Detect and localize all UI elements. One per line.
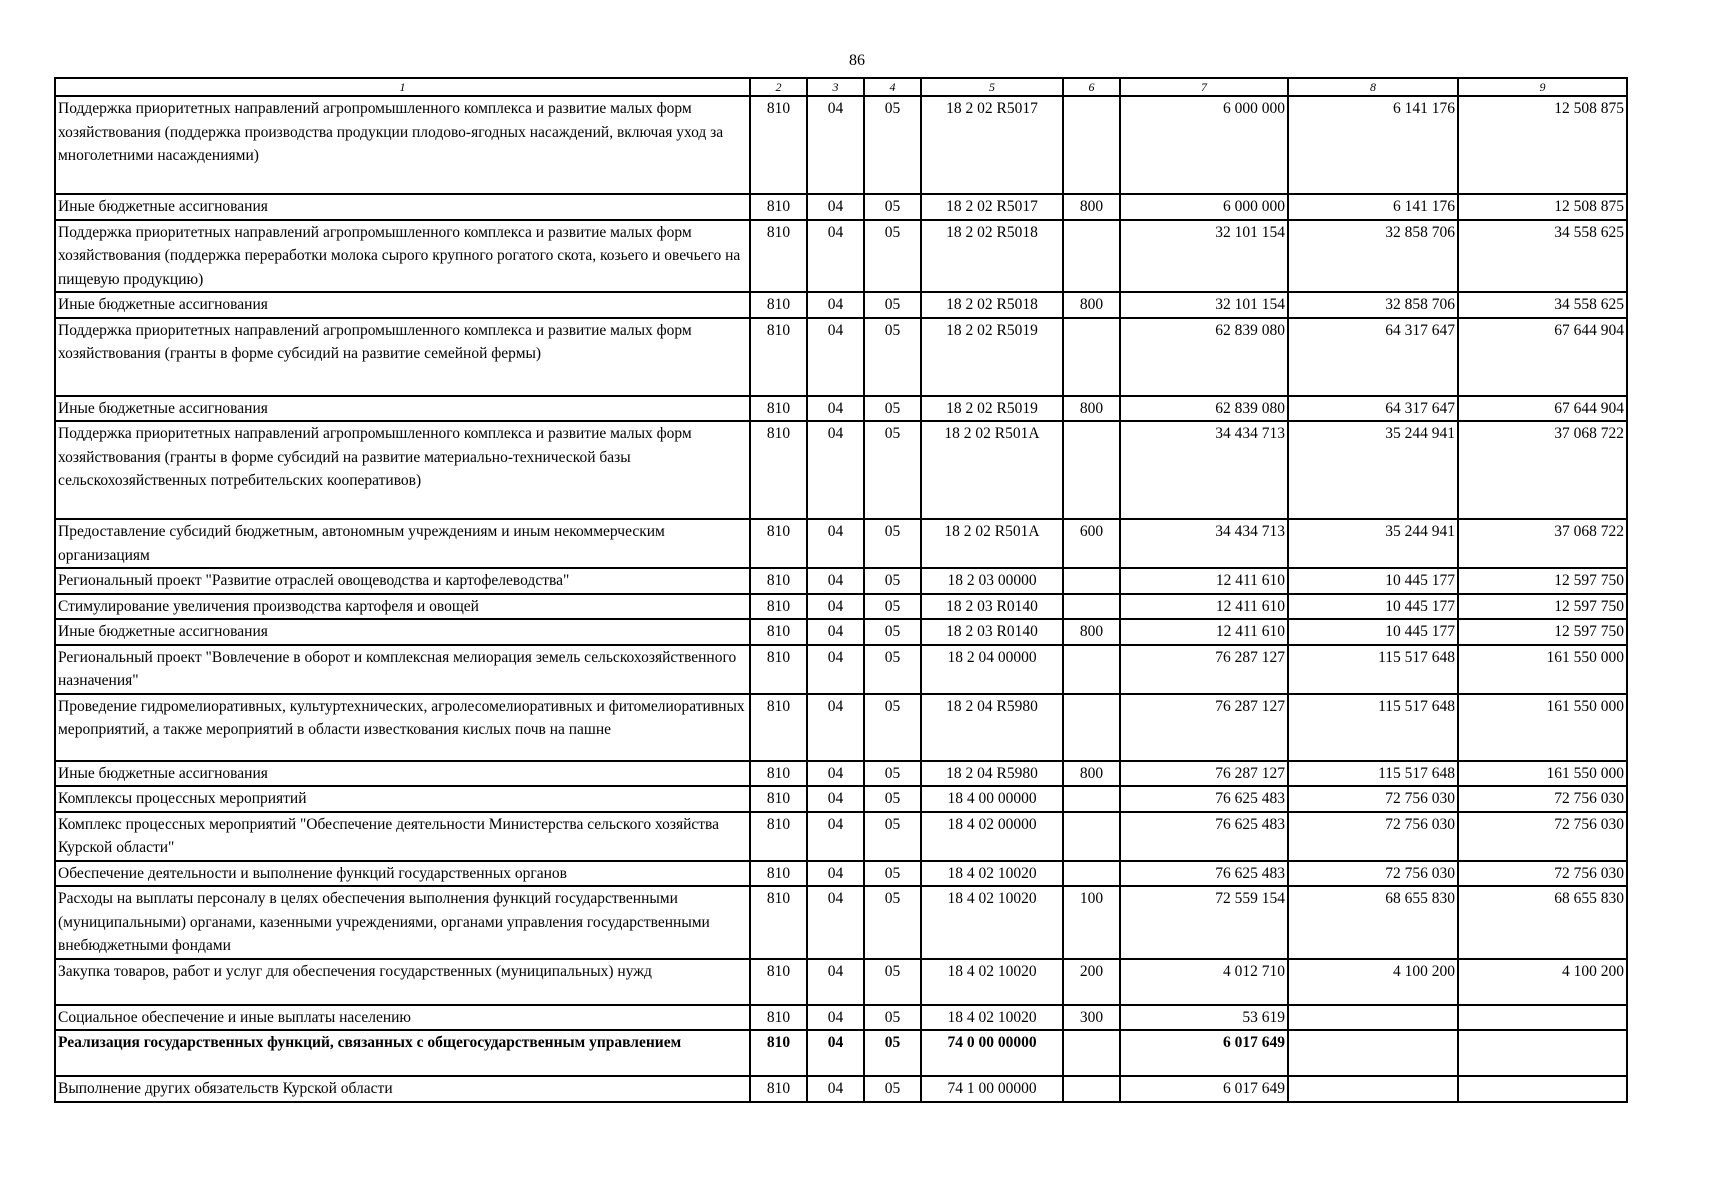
amount-cell: 34 558 625 bbox=[1458, 292, 1627, 318]
expense-type-cell: 800 bbox=[1063, 292, 1120, 318]
subsection-cell: 05 bbox=[864, 96, 921, 194]
section-cell: 04 bbox=[807, 396, 864, 422]
section-cell: 04 bbox=[807, 886, 864, 959]
amount-cell: 64 317 647 bbox=[1288, 318, 1458, 396]
amount-cell: 76 287 127 bbox=[1120, 761, 1288, 787]
target-article-cell: 18 2 04 00000 bbox=[921, 645, 1063, 694]
subsection-cell: 05 bbox=[864, 1076, 921, 1102]
target-article-cell: 18 2 02 R5017 bbox=[921, 96, 1063, 194]
amount-cell: 12 597 750 bbox=[1458, 568, 1627, 594]
code-cell: 810 bbox=[750, 619, 807, 645]
code-cell: 810 bbox=[750, 812, 807, 861]
amount-cell: 6 000 000 bbox=[1120, 194, 1288, 220]
amount-cell: 12 508 875 bbox=[1458, 194, 1627, 220]
code-cell: 810 bbox=[750, 568, 807, 594]
row-name-cell: Иные бюджетные ассигнования bbox=[55, 396, 750, 422]
table-row bbox=[55, 1076, 1627, 1102]
amount-cell: 53 619 bbox=[1120, 1005, 1288, 1031]
expense-type-cell bbox=[1063, 220, 1120, 293]
row-name-cell: Проведение гидромелиоративных, культуртехнических, агролесомелиоративных и фитомелиоративных мероприятий, а также мероприятий в области известкования кислых почв на пашне bbox=[55, 694, 750, 761]
amount-cell: 62 839 080 bbox=[1120, 318, 1288, 396]
amount-cell: 72 756 030 bbox=[1288, 812, 1458, 861]
expense-type-cell bbox=[1063, 694, 1120, 761]
amount-cell: 76 287 127 bbox=[1120, 694, 1288, 761]
section-cell: 04 bbox=[807, 96, 864, 194]
table-row bbox=[55, 812, 1627, 861]
section-cell: 04 bbox=[807, 694, 864, 761]
expense-type-cell: 800 bbox=[1063, 396, 1120, 422]
header-cell: 8 bbox=[1288, 78, 1458, 96]
amount-cell: 161 550 000 bbox=[1458, 694, 1627, 761]
table-row bbox=[55, 96, 1627, 194]
subsection-cell: 05 bbox=[864, 292, 921, 318]
amount-cell: 12 411 610 bbox=[1120, 619, 1288, 645]
table-row bbox=[55, 318, 1627, 396]
header-cell: 3 bbox=[807, 78, 864, 96]
code-cell: 810 bbox=[750, 694, 807, 761]
target-article-cell: 18 2 02 R5019 bbox=[921, 396, 1063, 422]
amount-cell: 115 517 648 bbox=[1288, 761, 1458, 787]
row-name-cell: Региональный проект "Развитие отраслей овощеводства и картофелеводства" bbox=[55, 568, 750, 594]
subsection-cell: 05 bbox=[864, 761, 921, 787]
amount-cell: 6 017 649 bbox=[1120, 1076, 1288, 1102]
row-name-cell: Обеспечение деятельности и выполнение функций государственных органов bbox=[55, 861, 750, 887]
expense-type-cell bbox=[1063, 812, 1120, 861]
section-cell: 04 bbox=[807, 786, 864, 812]
code-cell: 810 bbox=[750, 786, 807, 812]
amount-cell: 12 508 875 bbox=[1458, 96, 1627, 194]
expense-type-cell bbox=[1063, 645, 1120, 694]
amount-cell: 12 411 610 bbox=[1120, 568, 1288, 594]
section-cell: 04 bbox=[807, 1076, 864, 1102]
row-name-cell: Закупка товаров, работ и услуг для обеспечения государственных (муниципальных) нужд bbox=[55, 959, 750, 1005]
code-cell: 810 bbox=[750, 421, 807, 519]
table-row bbox=[55, 568, 1627, 594]
amount-cell: 76 625 483 bbox=[1120, 812, 1288, 861]
amount-cell: 10 445 177 bbox=[1288, 594, 1458, 620]
table-row bbox=[55, 594, 1627, 620]
table-row bbox=[55, 519, 1627, 568]
section-cell: 04 bbox=[807, 421, 864, 519]
subsection-cell: 05 bbox=[864, 619, 921, 645]
amount-cell: 34 434 713 bbox=[1120, 519, 1288, 568]
code-cell: 810 bbox=[750, 96, 807, 194]
table-row bbox=[55, 619, 1627, 645]
header-row bbox=[55, 78, 1627, 96]
target-article-cell: 18 2 02 R501A bbox=[921, 519, 1063, 568]
subsection-cell: 05 bbox=[864, 861, 921, 887]
amount-cell: 72 756 030 bbox=[1458, 861, 1627, 887]
section-cell: 04 bbox=[807, 1030, 864, 1076]
expense-type-cell: 100 bbox=[1063, 886, 1120, 959]
expense-type-cell bbox=[1063, 421, 1120, 519]
row-name-cell: Иные бюджетные ассигнования bbox=[55, 619, 750, 645]
table-row bbox=[55, 194, 1627, 220]
row-name-cell: Предоставление субсидий бюджетным, автономным учреждениям и иным некоммерческим организациям bbox=[55, 519, 750, 568]
table-row bbox=[55, 1005, 1627, 1031]
amount-cell: 32 101 154 bbox=[1120, 220, 1288, 293]
amount-cell: 115 517 648 bbox=[1288, 645, 1458, 694]
target-article-cell: 18 4 02 10020 bbox=[921, 886, 1063, 959]
amount-cell: 115 517 648 bbox=[1288, 694, 1458, 761]
target-article-cell: 18 2 03 R0140 bbox=[921, 619, 1063, 645]
expense-type-cell bbox=[1063, 861, 1120, 887]
expense-type-cell: 600 bbox=[1063, 519, 1120, 568]
code-cell: 810 bbox=[750, 861, 807, 887]
section-cell: 04 bbox=[807, 568, 864, 594]
table-row bbox=[55, 421, 1627, 519]
subsection-cell: 05 bbox=[864, 886, 921, 959]
amount-cell: 72 756 030 bbox=[1458, 786, 1627, 812]
table-row bbox=[55, 786, 1627, 812]
amount-cell: 68 655 830 bbox=[1458, 886, 1627, 959]
section-cell: 04 bbox=[807, 812, 864, 861]
subsection-cell: 05 bbox=[864, 645, 921, 694]
amount-cell bbox=[1288, 1005, 1458, 1031]
amount-cell bbox=[1458, 1076, 1627, 1102]
subsection-cell: 05 bbox=[864, 1005, 921, 1031]
amount-cell: 4 012 710 bbox=[1120, 959, 1288, 1005]
target-article-cell: 74 0 00 00000 bbox=[921, 1030, 1063, 1076]
subsection-cell: 05 bbox=[864, 786, 921, 812]
amount-cell: 6 141 176 bbox=[1288, 96, 1458, 194]
target-article-cell: 18 4 02 10020 bbox=[921, 861, 1063, 887]
code-cell: 810 bbox=[750, 396, 807, 422]
header-cell: 1 bbox=[55, 78, 750, 96]
subsection-cell: 05 bbox=[864, 318, 921, 396]
target-article-cell: 18 4 02 10020 bbox=[921, 1005, 1063, 1031]
amount-cell: 32 858 706 bbox=[1288, 292, 1458, 318]
table-row bbox=[55, 645, 1627, 694]
header-cell: 5 bbox=[921, 78, 1063, 96]
amount-cell bbox=[1288, 1030, 1458, 1076]
table-row bbox=[55, 220, 1627, 293]
row-name-cell: Иные бюджетные ассигнования bbox=[55, 292, 750, 318]
target-article-cell: 18 4 00 00000 bbox=[921, 786, 1063, 812]
row-name-cell: Выполнение других обязательств Курской области bbox=[55, 1076, 750, 1102]
target-article-cell: 18 2 02 R5019 bbox=[921, 318, 1063, 396]
table-row bbox=[55, 959, 1627, 1005]
target-article-cell: 18 4 02 10020 bbox=[921, 959, 1063, 1005]
code-cell: 810 bbox=[750, 1076, 807, 1102]
section-cell: 04 bbox=[807, 761, 864, 787]
expense-type-cell: 800 bbox=[1063, 619, 1120, 645]
row-name-cell: Иные бюджетные ассигнования bbox=[55, 761, 750, 787]
code-cell: 810 bbox=[750, 1005, 807, 1031]
expense-type-cell bbox=[1063, 1030, 1120, 1076]
row-name-cell: Поддержка приоритетных направлений агропромышленного комплекса и развитие малых форм хозяйствования (поддержка производства продукции плодово-ягодных насаждений, включая уход за многолетними насаждениями) bbox=[55, 96, 750, 194]
expense-type-cell bbox=[1063, 568, 1120, 594]
code-cell: 810 bbox=[750, 886, 807, 959]
target-article-cell: 18 2 04 R5980 bbox=[921, 761, 1063, 787]
row-name-cell: Социальное обеспечение и иные выплаты населению bbox=[55, 1005, 750, 1031]
section-cell: 04 bbox=[807, 318, 864, 396]
row-name-cell: Поддержка приоритетных направлений агропромышленного комплекса и развитие малых форм хозяйствования (гранты в форме субсидий на развитие материально-технической базы сельскохозяйственных потребительских кооперативов) bbox=[55, 421, 750, 519]
row-name-cell: Расходы на выплаты персоналу в целях обеспечения выполнения функций государственными (муниципальными) органами, казенными учреждениями, органами управления государственными внебюджетными фондами bbox=[55, 886, 750, 959]
amount-cell: 62 839 080 bbox=[1120, 396, 1288, 422]
subsection-cell: 05 bbox=[864, 568, 921, 594]
amount-cell: 10 445 177 bbox=[1288, 568, 1458, 594]
amount-cell: 76 287 127 bbox=[1120, 645, 1288, 694]
budget-table bbox=[54, 77, 1628, 1103]
code-cell: 810 bbox=[750, 761, 807, 787]
code-cell: 810 bbox=[750, 645, 807, 694]
target-article-cell: 18 4 02 00000 bbox=[921, 812, 1063, 861]
section-cell: 04 bbox=[807, 959, 864, 1005]
target-article-cell: 18 2 04 R5980 bbox=[921, 694, 1063, 761]
table-row bbox=[55, 1030, 1627, 1076]
target-article-cell: 18 2 02 R5018 bbox=[921, 292, 1063, 318]
header-cell: 4 bbox=[864, 78, 921, 96]
table-row bbox=[55, 694, 1627, 761]
amount-cell: 12 597 750 bbox=[1458, 594, 1627, 620]
section-cell: 04 bbox=[807, 861, 864, 887]
section-cell: 04 bbox=[807, 619, 864, 645]
target-article-cell: 18 2 03 R0140 bbox=[921, 594, 1063, 620]
page-number: 86 bbox=[849, 52, 865, 69]
amount-cell: 10 445 177 bbox=[1288, 619, 1458, 645]
amount-cell: 161 550 000 bbox=[1458, 645, 1627, 694]
code-cell: 810 bbox=[750, 220, 807, 293]
table-row bbox=[55, 396, 1627, 422]
subsection-cell: 05 bbox=[864, 421, 921, 519]
amount-cell: 6 000 000 bbox=[1120, 96, 1288, 194]
row-name-cell: Региональный проект "Вовлечение в оборот и комплексная мелиорация земель сельскохозяйственного назначения" bbox=[55, 645, 750, 694]
subsection-cell: 05 bbox=[864, 1030, 921, 1076]
subsection-cell: 05 bbox=[864, 194, 921, 220]
amount-cell: 12 597 750 bbox=[1458, 619, 1627, 645]
amount-cell: 6 017 649 bbox=[1120, 1030, 1288, 1076]
table-row bbox=[55, 861, 1627, 887]
subsection-cell: 05 bbox=[864, 594, 921, 620]
section-cell: 04 bbox=[807, 220, 864, 293]
header-cell: 9 bbox=[1458, 78, 1627, 96]
row-name-cell: Комплексы процессных мероприятий bbox=[55, 786, 750, 812]
subsection-cell: 05 bbox=[864, 959, 921, 1005]
row-name-cell: Поддержка приоритетных направлений агропромышленного комплекса и развитие малых форм хозяйствования (поддержка переработки молока сырого крупного рогатого скота, козьего и овечьего на пищевую продукцию) bbox=[55, 220, 750, 293]
amount-cell bbox=[1458, 1030, 1627, 1076]
header-cell: 6 bbox=[1063, 78, 1120, 96]
amount-cell: 67 644 904 bbox=[1458, 396, 1627, 422]
amount-cell bbox=[1458, 1005, 1627, 1031]
target-article-cell: 18 2 02 R501A bbox=[921, 421, 1063, 519]
amount-cell: 12 411 610 bbox=[1120, 594, 1288, 620]
code-cell: 810 bbox=[750, 194, 807, 220]
amount-cell: 72 756 030 bbox=[1288, 861, 1458, 887]
amount-cell: 4 100 200 bbox=[1458, 959, 1627, 1005]
amount-cell: 34 558 625 bbox=[1458, 220, 1627, 293]
expense-type-cell bbox=[1063, 594, 1120, 620]
section-cell: 04 bbox=[807, 519, 864, 568]
target-article-cell: 18 2 02 R5017 bbox=[921, 194, 1063, 220]
section-cell: 04 bbox=[807, 594, 864, 620]
amount-cell: 37 068 722 bbox=[1458, 519, 1627, 568]
target-article-cell: 74 1 00 00000 bbox=[921, 1076, 1063, 1102]
header-cell: 2 bbox=[750, 78, 807, 96]
row-name-cell: Стимулирование увеличения производства картофеля и овощей bbox=[55, 594, 750, 620]
amount-cell: 32 858 706 bbox=[1288, 220, 1458, 293]
section-cell: 04 bbox=[807, 194, 864, 220]
amount-cell: 35 244 941 bbox=[1288, 519, 1458, 568]
amount-cell: 76 625 483 bbox=[1120, 786, 1288, 812]
header-cell: 7 bbox=[1120, 78, 1288, 96]
section-cell: 04 bbox=[807, 292, 864, 318]
expense-type-cell: 800 bbox=[1063, 761, 1120, 787]
code-cell: 810 bbox=[750, 292, 807, 318]
amount-cell: 6 141 176 bbox=[1288, 194, 1458, 220]
subsection-cell: 05 bbox=[864, 694, 921, 761]
row-name-cell: Комплекс процессных мероприятий "Обеспечение деятельности Министерства сельского хозяйства Курской области" bbox=[55, 812, 750, 861]
subsection-cell: 05 bbox=[864, 519, 921, 568]
expense-type-cell bbox=[1063, 318, 1120, 396]
amount-cell: 37 068 722 bbox=[1458, 421, 1627, 519]
amount-cell: 32 101 154 bbox=[1120, 292, 1288, 318]
section-cell: 04 bbox=[807, 645, 864, 694]
amount-cell: 161 550 000 bbox=[1458, 761, 1627, 787]
section-cell: 04 bbox=[807, 1005, 864, 1031]
subsection-cell: 05 bbox=[864, 220, 921, 293]
amount-cell: 35 244 941 bbox=[1288, 421, 1458, 519]
amount-cell: 68 655 830 bbox=[1288, 886, 1458, 959]
target-article-cell: 18 2 03 00000 bbox=[921, 568, 1063, 594]
table-row bbox=[55, 292, 1627, 318]
expense-type-cell bbox=[1063, 786, 1120, 812]
amount-cell: 34 434 713 bbox=[1120, 421, 1288, 519]
amount-cell: 64 317 647 bbox=[1288, 396, 1458, 422]
row-name-cell: Иные бюджетные ассигнования bbox=[55, 194, 750, 220]
amount-cell: 4 100 200 bbox=[1288, 959, 1458, 1005]
row-name-cell: Поддержка приоритетных направлений агропромышленного комплекса и развитие малых форм хозяйствования (гранты в форме субсидий на развитие семейной фермы) bbox=[55, 318, 750, 396]
expense-type-cell bbox=[1063, 96, 1120, 194]
code-cell: 810 bbox=[750, 519, 807, 568]
amount-cell: 67 644 904 bbox=[1458, 318, 1627, 396]
expense-type-cell: 300 bbox=[1063, 1005, 1120, 1031]
expense-type-cell bbox=[1063, 1076, 1120, 1102]
subsection-cell: 05 bbox=[864, 396, 921, 422]
amount-cell: 72 559 154 bbox=[1120, 886, 1288, 959]
code-cell: 810 bbox=[750, 1030, 807, 1076]
code-cell: 810 bbox=[750, 959, 807, 1005]
target-article-cell: 18 2 02 R5018 bbox=[921, 220, 1063, 293]
subsection-cell: 05 bbox=[864, 812, 921, 861]
table-row bbox=[55, 761, 1627, 787]
table-row bbox=[55, 886, 1627, 959]
amount-cell: 72 756 030 bbox=[1458, 812, 1627, 861]
code-cell: 810 bbox=[750, 318, 807, 396]
expense-type-cell: 800 bbox=[1063, 194, 1120, 220]
amount-cell bbox=[1288, 1076, 1458, 1102]
amount-cell: 72 756 030 bbox=[1288, 786, 1458, 812]
code-cell: 810 bbox=[750, 594, 807, 620]
expense-type-cell: 200 bbox=[1063, 959, 1120, 1005]
row-name-cell: Реализация государственных функций, связанных с общегосударственным управлением bbox=[55, 1030, 750, 1076]
amount-cell: 76 625 483 bbox=[1120, 861, 1288, 887]
